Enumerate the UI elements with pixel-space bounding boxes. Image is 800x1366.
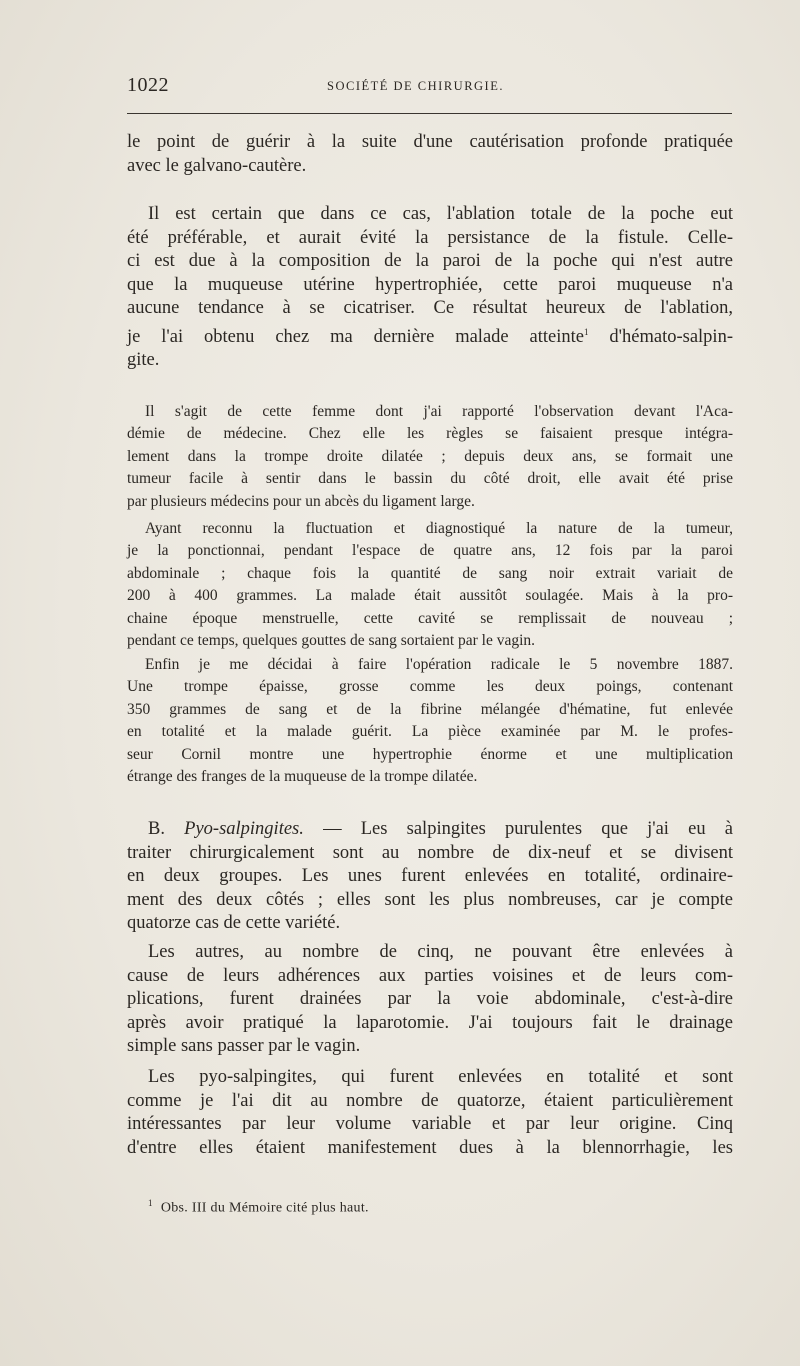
- paragraph-observation: [127, 401, 733, 513]
- text-line: Il est certain que dans ce cas, l'ablation totale de la poche eut: [148, 204, 733, 224]
- text-line: seur Cornil montre une hypertrophie énorme et une multiplication: [127, 745, 733, 763]
- text-line: après avoir pratiqué la laparotomie. J'ai toujours fait le drainage: [127, 1012, 733, 1033]
- section-heading-line: [127, 818, 733, 842]
- text-line: démie de médecine. Chez elle les règles se faisaient presque intégra-: [127, 425, 733, 443]
- text-line: avec le galvano-cautère.: [127, 155, 307, 176]
- text-line: intéressantes par leur volume variable et par leur origine. Cinq: [127, 1114, 733, 1134]
- text-line: 350 grammes de sang et de la fibrine mélangée d'hématine, fut enlevée: [127, 700, 733, 718]
- text-line: cause de leurs adhérences aux parties voisines et de leurs com-: [127, 965, 733, 986]
- text-line: Une trompe épaisse, grosse comme les deux poings, contenant: [127, 678, 733, 696]
- section-title: Pyo-salpingites.: [184, 819, 304, 839]
- text-line: en deux groupes. Les unes furent enlevées en totalité, ordinaire-: [127, 866, 733, 886]
- paragraph-puncture: [127, 518, 733, 652]
- text-line: ci est due à la composition de la paroi de la poche qui n'est autre: [127, 251, 733, 271]
- text-line: aucune tendance à se cicatriser. Ce résultat heureux de l'ablation,: [127, 298, 733, 318]
- text-line: chaine époque menstruelle, cette cavité se remplissait de nouveau ;: [127, 609, 733, 627]
- header-rule: [127, 113, 732, 114]
- text-line: comme je l'ai dit au nombre de quatorze, étaient particulièrement: [127, 1090, 733, 1111]
- text-line: tumeur facile à sentir dans le bassin du côté droit, elle avait été prise: [127, 470, 733, 488]
- text-segment: je l'ai obtenu chez ma dernière malade atteinte: [127, 326, 584, 347]
- text-line: été préférable, et aurait évité la persistance de la fistule. Celle-: [127, 227, 733, 248]
- text-line: en totalité et la malade guérit. La pièce examinée par M. le profes-: [127, 723, 733, 741]
- text-line: traiter chirurgicalement sont au nombre de dix-neuf et se divisent: [127, 842, 733, 863]
- paragraph-ablation: [127, 203, 733, 373]
- footnote-text: Obs. III du Mémoire cité plus haut.: [160, 1200, 369, 1216]
- text-line: pendant ce temps, quelques gouttes de sang sortaient par le vagin.: [127, 632, 536, 650]
- text-line: 200 à 400 grammes. La malade était aussitôt soulagée. Mais à la pro-: [127, 587, 733, 605]
- text-line: le point de guérir à la suite d'une cautérisation profonde pratiquée: [127, 132, 733, 152]
- section-label: B.: [148, 819, 165, 839]
- text-line: Ayant reconnu la fluctuation et diagnostiqué la nature de la tumeur,: [145, 520, 733, 537]
- text-line: plications, furent drainées par la voie abdominale, c'est-à-dire: [127, 989, 733, 1009]
- text-line: Il s'agit de cette femme dont j'ai rapporté l'observation devant l'Aca-: [145, 403, 733, 420]
- text-line: gite.: [127, 350, 160, 371]
- text-line: Les pyo-salpingites, qui furent enlevées en totalité et sont: [148, 1067, 733, 1087]
- text-line: simple sans passer par le vagin.: [127, 1036, 361, 1056]
- footnote-mark: 1: [148, 1198, 153, 1208]
- text-line: je la ponctionnai, pendant l'espace de quatre ans, 12 fois par la paroi: [127, 542, 733, 560]
- text-line: [127, 321, 733, 350]
- text-line: abdominale ; chaque fois la quantité de sang noir extrait variait de: [127, 564, 733, 582]
- text-line: Enfin je me décidai à faire l'opération radicale le 5 novembre 1887.: [145, 656, 733, 673]
- text-line: ment des deux côtés ; elles sont les plus nombreuses, car je compte: [127, 889, 733, 910]
- page-number: 1022: [127, 74, 169, 96]
- section-pyo-salpingites: [127, 818, 733, 936]
- text-line: d'entre elles étaient manifestement dues à la blennorrhagie, les: [127, 1137, 733, 1158]
- footnote-reference: 1: [584, 326, 589, 337]
- text-line: par plusieurs médecins pour un abcès du ligament large.: [127, 492, 475, 510]
- paragraph-operation: [127, 654, 733, 788]
- running-head: SOCIÉTÉ DE CHIRURGIE.: [327, 79, 504, 93]
- text-line: Les autres, au nombre de cinq, ne pouvant être enlevées à: [148, 942, 733, 962]
- text-line: quatorze cas de cette variété.: [127, 913, 341, 933]
- page-header: [127, 74, 732, 104]
- text-line: étrange des franges de la muqueuse de la trompe dilatée.: [127, 768, 478, 786]
- paragraph-continuation: [127, 131, 733, 178]
- text-line: que la muqueuse utérine hypertrophiée, cette paroi muqueuse n'a: [127, 274, 733, 295]
- paragraph-origin: [127, 1066, 733, 1160]
- paragraph-drainage: [127, 941, 733, 1059]
- text-segment: d'hémato-salpin-: [588, 326, 733, 347]
- footnote: [148, 1198, 369, 1217]
- text-segment: — Les salpingites purulentes que j'ai eu à: [303, 819, 733, 839]
- text-line: lement dans la trompe droite dilatée ; depuis deux ans, se formait une: [127, 447, 733, 465]
